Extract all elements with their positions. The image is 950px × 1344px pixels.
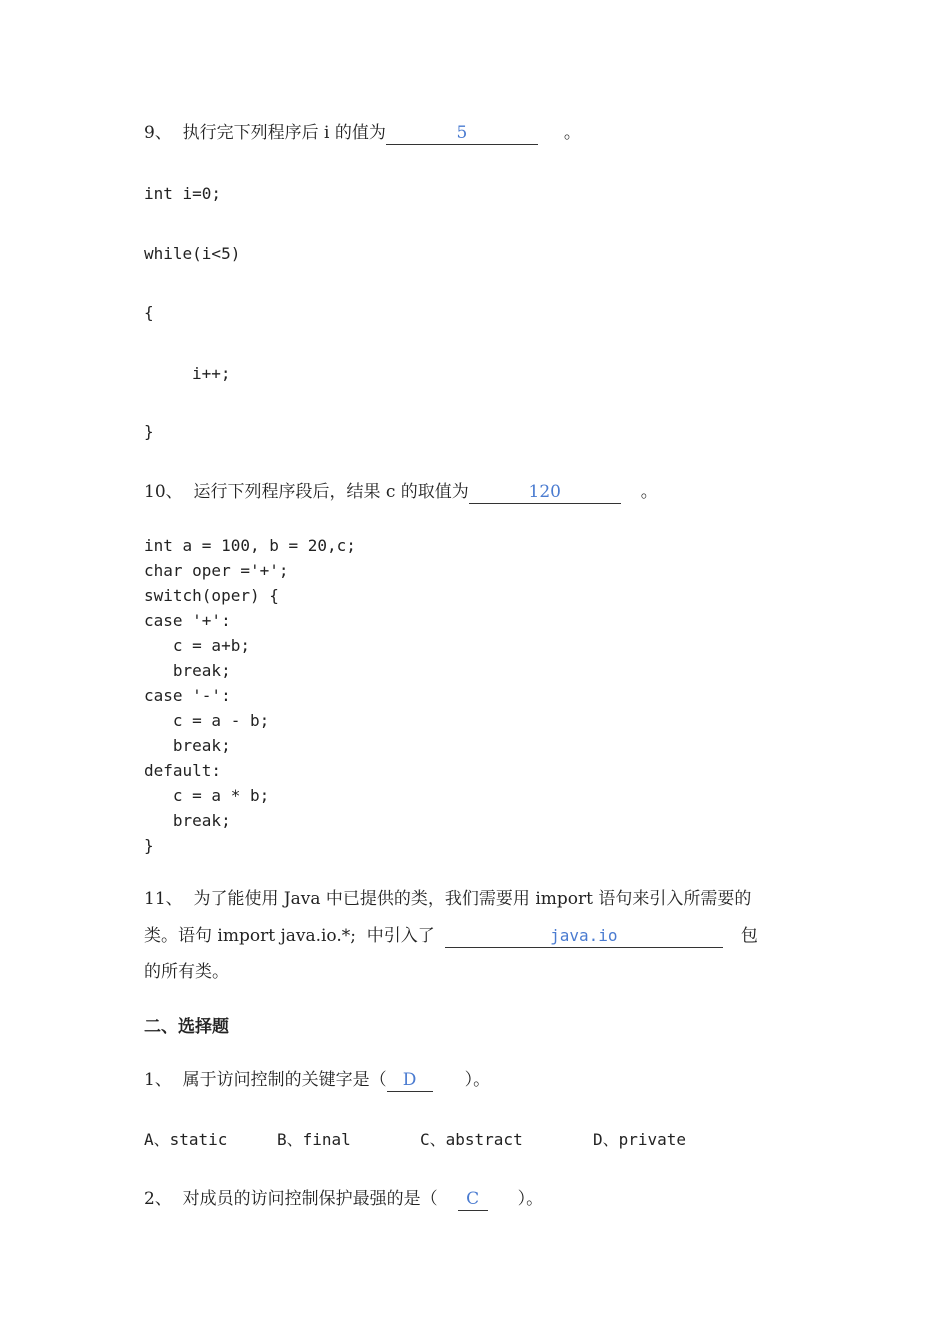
code-line: } (144, 836, 154, 855)
q9-suffix: 。 (563, 123, 581, 143)
c2-question (144, 1188, 543, 1211)
code-line: int a = 100, b = 20,c; (144, 536, 356, 555)
c2-answer-blank: C (458, 1188, 488, 1211)
q10-suffix: 。 (640, 482, 658, 502)
q9-question (144, 122, 581, 145)
code-line: while(i<5) (144, 244, 241, 263)
q10-answer-blank: 120 (469, 481, 621, 504)
c1-question (144, 1069, 490, 1092)
code-line: c = a - b; (144, 711, 270, 730)
q9-prefix: 9、 执行完下列程序后 i 的值为 (144, 123, 386, 143)
code-line: default: (144, 761, 222, 780)
code-line: break; (144, 736, 231, 755)
code-line: } (144, 422, 154, 441)
c1-option-d: D、private (593, 1130, 687, 1149)
code-line: c = a+b; (144, 636, 250, 655)
code-line: case '+': (144, 611, 231, 630)
code-line: case '-': (144, 686, 231, 705)
q11-line2-prefix: 类。语句 import java.io.*; 中引入了 (144, 926, 435, 946)
code-line: switch(oper) { (144, 586, 279, 605)
q11-line3: 的所有类。 (144, 962, 229, 982)
c2-suffix: ）。 (517, 1189, 544, 1209)
code-line: int i=0; (144, 184, 222, 203)
c1-suffix: ）。 (464, 1070, 491, 1090)
q11-line2-suffix: 包 (740, 926, 758, 946)
c2-prefix: 2、 对成员的访问控制保护最强的是（ (144, 1189, 438, 1209)
code-line: c = a * b; (144, 786, 270, 805)
q10-prefix: 10、 运行下列程序段后，结果 c 的取值为 (144, 482, 469, 502)
q11-line1: 11、 为了能使用 Java 中已提供的类，我们需要用 import 语句来引入所需要的 (144, 889, 752, 909)
c1-prefix: 1、 属于访问控制的关键字是（ (144, 1070, 387, 1090)
c1-option-a: A、static (144, 1130, 228, 1149)
code-line: break; (144, 661, 231, 680)
section-heading: 二、选择题 (144, 1017, 229, 1037)
q10-question (144, 481, 658, 504)
c1-option-b: B、final (277, 1130, 351, 1149)
c1-answer-blank: D (387, 1069, 433, 1092)
c1-option-c: C、abstract (420, 1130, 523, 1149)
code-line: break; (144, 811, 231, 830)
code-line: { (144, 303, 154, 322)
q11-answer-blank: java.io (445, 925, 723, 948)
code-line: i++; (192, 364, 231, 383)
code-line: char oper ='+'; (144, 561, 289, 580)
q11-line2 (144, 925, 758, 948)
q9-answer-blank: 5 (386, 122, 538, 145)
